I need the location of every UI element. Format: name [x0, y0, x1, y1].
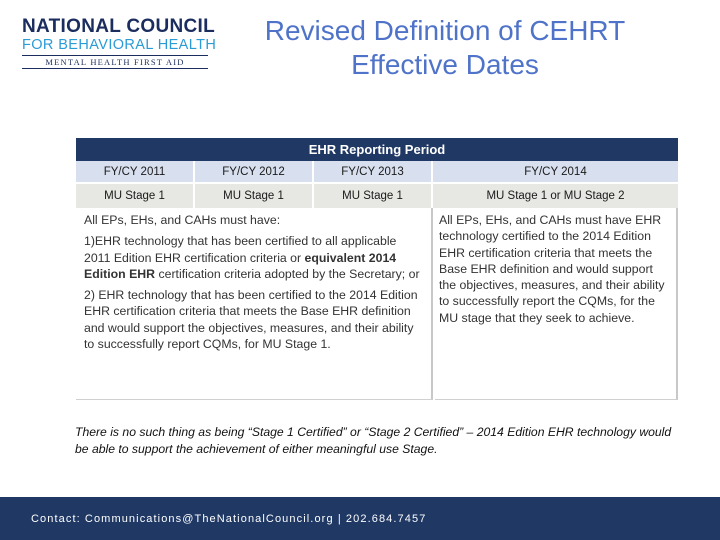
requirement-1-text-b: certification criteria adopted by the Secretary; or — [155, 266, 420, 281]
requirement-1-emphasis: equivalent 2014 Edition EHR — [84, 250, 397, 281]
requirement-option-2: 2) EHR technology that has been certified to the 2014 Edition EHR certification criteria that meets the Base EHR definition and would support the objectives, measures, and their ability to successfully report CQMs, for MU Stage 1. — [84, 288, 418, 352]
title-line-2: Effective Dates — [351, 49, 539, 80]
year-cell: FY/CY 2013 — [314, 161, 433, 184]
year-cell: FY/CY 2014 — [433, 161, 678, 184]
logo-subtitle: FOR BEHAVIORAL HEALTH — [22, 37, 217, 53]
stage-cell: MU Stage 1 — [195, 184, 314, 208]
stage-cell: MU Stage 1 — [76, 184, 195, 208]
stage-cell: MU Stage 1 — [314, 184, 433, 208]
requirements-2011-2013 — [76, 208, 433, 400]
cehrt-table — [76, 138, 678, 400]
slide-title — [240, 14, 650, 82]
logo-tagline: MENTAL HEALTH FIRST AID — [45, 57, 185, 67]
footer-bar — [0, 497, 720, 540]
footnote: There is no such thing as being “Stage 1 Certified” or “Stage 2 Certified” – 2014 Edition EHR technology would be able to support the achievement of either meaningful use Stage. — [75, 425, 672, 456]
requirements-2014: All EPs, EHs, and CAHs must have EHR technology certified to the 2014 Edition EHR certification criteria that meets the Base EHR definition and would support the objectives, measures, and their ability to successfully report the CQMs, for the MU stage that they seek to achieve. — [435, 208, 678, 400]
requirement-option-1 — [84, 233, 421, 282]
logo-name: NATIONAL COUNCIL — [22, 16, 216, 37]
table-header: EHR Reporting Period — [76, 138, 678, 161]
contact-info: Contact: Communications@TheNationalCouncil.org | 202.684.7457 — [31, 513, 427, 525]
requirement-1-text-a: 1)EHR technology that has been certified to all applicable 2011 Edition EHR certification criteria or — [84, 234, 397, 265]
requirements-intro: All EPs, EHs, and CAHs must have: — [84, 213, 281, 227]
stage-cell: MU Stage 1 or MU Stage 2 — [433, 184, 678, 208]
year-cell: FY/CY 2012 — [195, 161, 314, 184]
logo — [22, 16, 217, 68]
year-cell: FY/CY 2011 — [76, 161, 195, 184]
title-line-1: Revised Definition of CEHRT — [264, 15, 626, 46]
logo-tagline-bar — [22, 55, 208, 69]
